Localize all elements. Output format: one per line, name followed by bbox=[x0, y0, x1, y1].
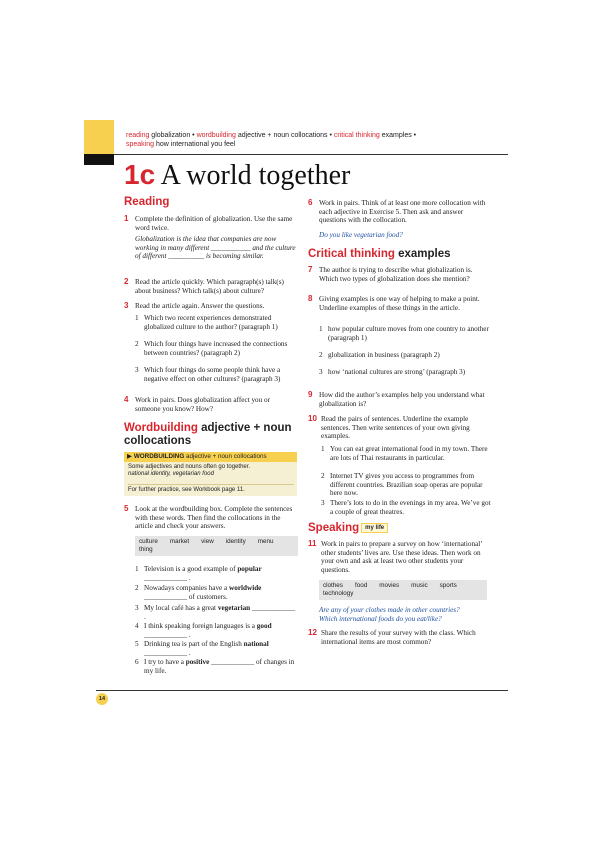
item-text: Which two recent experiences demonstrated globalized culture to the author? (paragraph 1) bbox=[144, 314, 278, 331]
exercise-number: 3 bbox=[124, 301, 129, 310]
item-text: how popular culture moves from one country to another (paragraph 1) bbox=[328, 325, 489, 342]
item-number: 5 bbox=[135, 640, 139, 648]
lesson-title: A world together bbox=[155, 160, 351, 191]
item-text: I think speaking foreign languages is a bbox=[144, 622, 257, 630]
ideas-box bbox=[319, 580, 487, 600]
workbook-reference: For further practice, see Workbook page 11. bbox=[128, 484, 294, 494]
reading-heading: Reading bbox=[124, 196, 170, 208]
item-text: I try to have a bbox=[144, 658, 186, 666]
exercise-number: 12 bbox=[308, 628, 317, 637]
item-number: 1 bbox=[135, 565, 139, 573]
right-column bbox=[308, 199, 503, 669]
page-title bbox=[124, 158, 350, 193]
item-text: Which four things do some people think have a negative effect on other cultures? (paragraph 3) bbox=[144, 366, 281, 383]
heading-red: Critical thinking bbox=[308, 248, 395, 260]
box-example: national identity, vegetarian food bbox=[128, 471, 214, 477]
item-number: 3 bbox=[321, 499, 325, 507]
wordbuilding-heading bbox=[124, 422, 299, 448]
my-life-badge: my life bbox=[361, 523, 388, 533]
item-text: Which four things have increased the connections between countries? (paragraph 2) bbox=[144, 340, 288, 357]
item-text: Television is a good example of bbox=[144, 565, 238, 573]
item-text: Internet TV gives you access to programmes from different countries. Brazilian soap operas are popular here now. bbox=[330, 472, 483, 498]
exercise-text: Read the article quickly. Which paragraph(s) talk(s) about business? Which talk(s) about culture? bbox=[135, 278, 284, 295]
idea-chip: movies bbox=[379, 582, 400, 589]
word-chip: identity bbox=[225, 538, 246, 545]
exercise-number: 9 bbox=[308, 390, 313, 399]
exercise-number: 1 bbox=[124, 214, 129, 223]
exercise-number: 6 bbox=[308, 198, 313, 207]
word-chip: culture bbox=[139, 538, 158, 545]
exercise-text: Read the article again. Answer the questions. bbox=[135, 302, 265, 310]
topic-bullet: • bbox=[190, 132, 197, 139]
item-blank: ____________ of customers. bbox=[144, 592, 228, 601]
exercise-text: How did the author’s examples help you understand what globalization is? bbox=[319, 391, 485, 408]
topic-text: adjective + noun collocations bbox=[235, 132, 328, 139]
definition-text: Globalization is the idea that companies are now working in many different ___________ and the culture of different __________ is becoming similar. bbox=[135, 235, 296, 261]
topic-label: wordbuilding bbox=[196, 132, 236, 139]
example-question: Are any of your clothes made in other countries? bbox=[319, 606, 460, 614]
heading-dark: adjective + noun collocations bbox=[124, 422, 292, 447]
item-number: 1 bbox=[319, 325, 323, 333]
exercise-text: Share the results of your survey with the class. Which international items are most common? bbox=[321, 629, 476, 646]
exercise-text: Work in pairs. Think of at least one more collocation with each adjective in Exercise 5. Then ask and answer questions with the collocation. bbox=[319, 199, 486, 225]
item-blank: ____________ . bbox=[144, 573, 191, 582]
item-text: globalization in business (paragraph 2) bbox=[328, 351, 440, 359]
item-number: 2 bbox=[319, 351, 323, 359]
item-text: Drinking tea is part of the English bbox=[144, 640, 244, 648]
heading-red: Speaking bbox=[308, 522, 360, 534]
header-black-bar bbox=[84, 154, 114, 165]
exercise-number: 5 bbox=[124, 504, 129, 513]
idea-chip: music bbox=[411, 582, 428, 589]
triangle-icon: ▶ bbox=[127, 453, 132, 460]
topic-text: globalization bbox=[149, 132, 191, 139]
idea-chip: food bbox=[354, 582, 368, 589]
heading-dark: examples bbox=[394, 248, 451, 260]
box-line: Some adjectives and nouns often go together. bbox=[128, 464, 251, 470]
header-color-tab bbox=[84, 120, 114, 154]
exercise-text: Complete the definition of globalization. Use the same word twice. bbox=[135, 215, 293, 232]
topic-bullet: • bbox=[411, 132, 417, 139]
word-box bbox=[135, 536, 298, 556]
lesson-topics bbox=[126, 131, 506, 149]
exercise-text: The author is trying to describe what globalization is. Which two types of globalization does she mention? bbox=[319, 266, 473, 283]
item-text: There’s lots to do in the evenings in my area. We’ve got a couple of great theatres. bbox=[330, 499, 491, 516]
heading-red: Wordbuilding bbox=[124, 422, 198, 434]
item-number: 3 bbox=[319, 368, 323, 376]
idea-chip: sports bbox=[439, 582, 457, 589]
exercise-number: 7 bbox=[308, 265, 313, 274]
exercise-text: Giving examples is one way of helping to make a point. Underline examples of these things in the article. bbox=[319, 295, 480, 312]
example-question: Which international foods do you eat/like? bbox=[319, 614, 442, 623]
item-keyword: popular bbox=[237, 565, 262, 573]
topic-text: how international you feel bbox=[154, 141, 236, 148]
item-number: 6 bbox=[135, 658, 139, 666]
item-keyword: national bbox=[243, 640, 269, 648]
item-number: 3 bbox=[135, 366, 139, 374]
exercise-number: 11 bbox=[308, 539, 317, 548]
item-text: how ‘national cultures are strong’ (paragraph 3) bbox=[328, 368, 466, 376]
item-keyword: good bbox=[256, 622, 272, 630]
idea-chip: technology bbox=[323, 590, 354, 597]
item-keyword: vegetarian bbox=[217, 604, 251, 612]
word-chip: thing bbox=[139, 546, 153, 553]
word-chip: menu bbox=[257, 538, 274, 545]
item-number: 2 bbox=[321, 472, 325, 480]
topic-label: speaking bbox=[126, 141, 155, 148]
word-chip: market bbox=[169, 538, 190, 545]
exercise-text: Read the pairs of sentences. Underline the example sentences. Then write sentences of your own giving examples. bbox=[321, 415, 470, 441]
item-number: 1 bbox=[135, 314, 139, 322]
footer-rule bbox=[96, 690, 508, 691]
example-question: Do you like vegetarian food? bbox=[319, 231, 403, 239]
box-label: WORDBUILDING bbox=[133, 453, 185, 460]
exercise-number: 8 bbox=[308, 294, 313, 303]
survey-examples bbox=[319, 606, 499, 623]
exercise-text: Work in pairs. Does globalization affect you or someone you know? How? bbox=[135, 396, 271, 413]
exercise-text: Look at the wordbuilding box. Complete the sentences with these words. Then find the collocations in the article and check your answers. bbox=[135, 505, 293, 531]
wordbuilding-box-text bbox=[128, 464, 294, 478]
topic-bullet: • bbox=[327, 132, 334, 139]
item-blank: ____________ . bbox=[144, 648, 191, 657]
page-number: 14 bbox=[96, 693, 108, 705]
lesson-number: 1c bbox=[124, 159, 156, 190]
item-number: 2 bbox=[135, 584, 139, 592]
topic-label: critical thinking bbox=[333, 132, 380, 139]
exercise-number: 2 bbox=[124, 277, 129, 286]
item-number: 4 bbox=[135, 622, 139, 630]
item-number: 3 bbox=[135, 604, 139, 612]
exercise-number: 4 bbox=[124, 395, 129, 404]
speaking-heading bbox=[308, 522, 503, 535]
exercise-number: 10 bbox=[308, 414, 317, 423]
item-number: 1 bbox=[321, 445, 325, 453]
header-rule bbox=[114, 154, 508, 155]
item-text: My local café has a great bbox=[144, 604, 218, 612]
box-title: adjective + noun collocations bbox=[184, 453, 267, 460]
item-blank: ____________ . bbox=[144, 630, 191, 639]
topic-text: examples bbox=[379, 132, 412, 139]
idea-chip: clothes bbox=[323, 582, 343, 589]
topic-label: reading bbox=[126, 132, 150, 139]
word-chip: view bbox=[201, 538, 214, 545]
item-keyword: worldwide bbox=[229, 584, 262, 592]
item-blank: ____________ . bbox=[144, 604, 296, 621]
exercise-text: Work in pairs to prepare a survey on how ‘international’ other students’ lives are. Use these ideas. Then work on your own and ask at least two other students your questions. bbox=[321, 540, 483, 574]
item-text: Nowadays companies have a bbox=[144, 584, 230, 592]
wordbuilding-box-header bbox=[124, 452, 297, 462]
critical-thinking-heading bbox=[308, 248, 503, 261]
item-keyword: positive bbox=[185, 658, 210, 666]
item-number: 2 bbox=[135, 340, 139, 348]
item-blank: ____________ of changes in my life. bbox=[144, 658, 295, 675]
item-text: You can eat great international food in my town. There are lots of Thai restaurants in particular. bbox=[330, 445, 488, 462]
